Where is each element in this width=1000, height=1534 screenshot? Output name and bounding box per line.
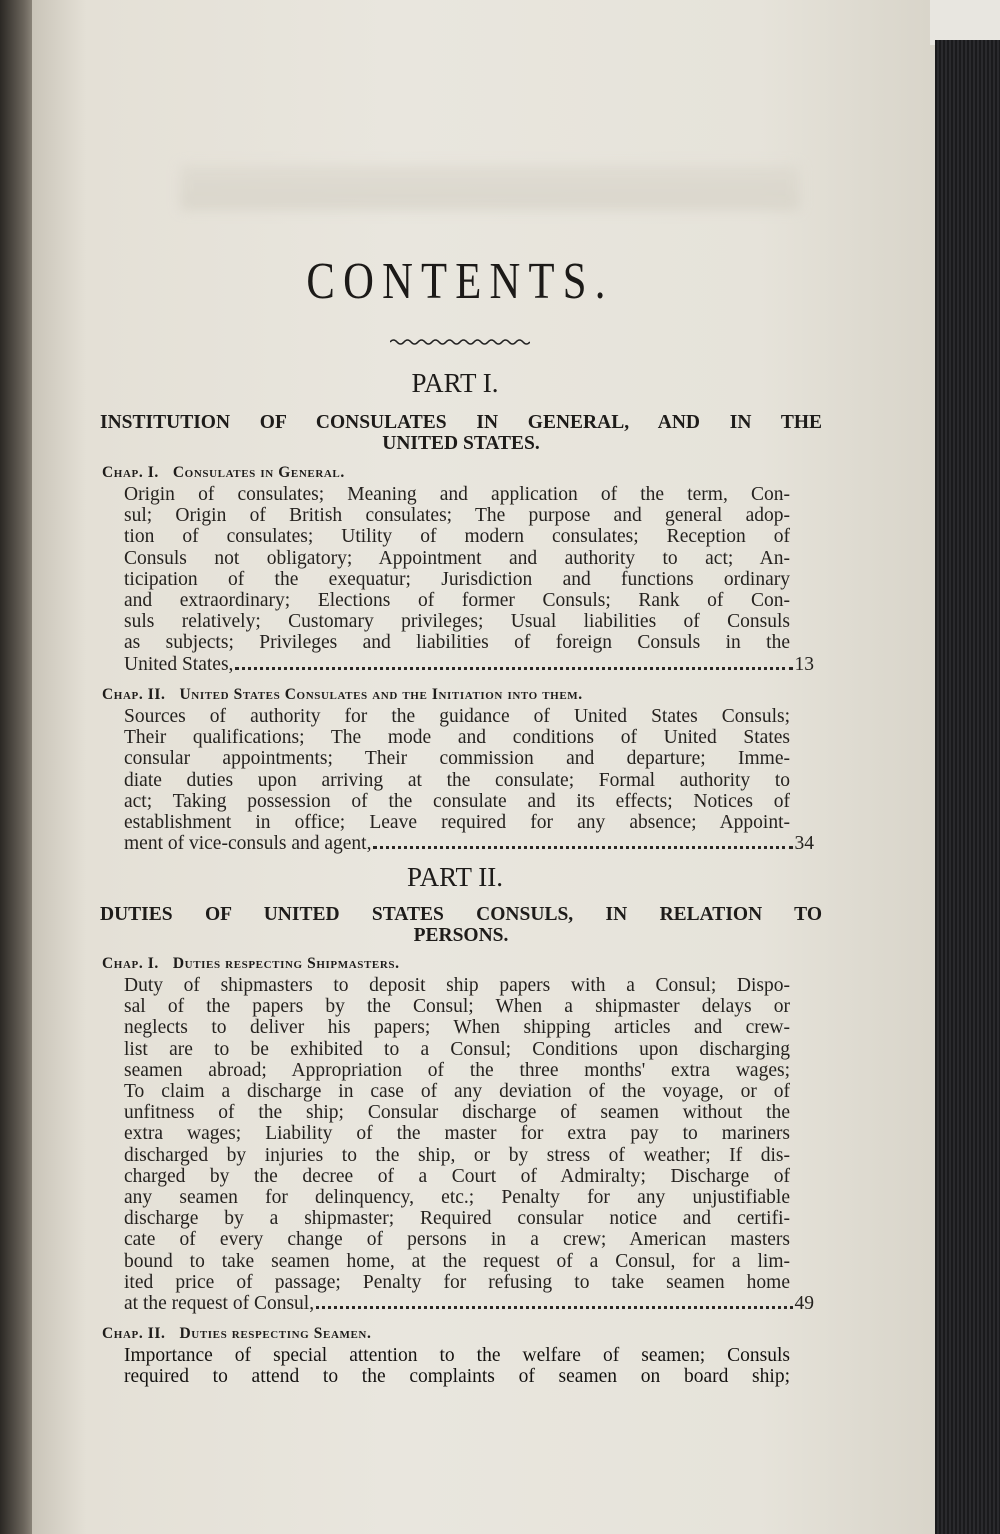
summary-line: extra wages; Liability of the master for extra pay to mariners xyxy=(124,1123,790,1145)
chapter-title: Consulates in General. xyxy=(172,464,345,481)
dot-leader xyxy=(316,1306,792,1309)
chapter-number: Chap. I. xyxy=(102,464,159,481)
bleed-through-shadow xyxy=(180,165,800,210)
summary-line: Origin of consulates; Meaning and application of the term, Con- xyxy=(124,484,790,505)
part-heading xyxy=(100,904,822,946)
summary-line: act; Taking possession of the consulate and its effects; Notices of xyxy=(124,790,790,812)
summary-line: sal of the papers by the Consul; When a shipmaster delays or xyxy=(124,996,790,1018)
summary-line: ment of vice-consuls and agent, xyxy=(124,833,372,855)
summary-line: Consuls not obligatory; Appointment and authority to act; An- xyxy=(124,547,790,569)
summary-line: as subjects; Privileges and liabilities of foreign Consuls in the xyxy=(124,632,790,654)
summary-line: sul; Origin of British consulates; The purpose and general adop- xyxy=(124,505,790,527)
summary-line: ited price of passage; Penalty for refusing to take seamen home xyxy=(124,1271,790,1293)
chapter-summary xyxy=(124,1345,790,1387)
chapter-title: United States Consulates and the Initiation into them. xyxy=(179,686,583,703)
summary-line: diate duties upon arriving at the consulate; Formal authority to xyxy=(124,769,790,791)
chapter-summary xyxy=(124,484,814,675)
summary-line: seamen abroad; Appropriation of the three months' extra wages; xyxy=(124,1059,790,1081)
summary-line: list are to be exhibited to a Consul; Conditions upon discharging xyxy=(124,1038,790,1060)
summary-line: To claim a discharge in case of any deviation of the voyage, or of xyxy=(124,1081,790,1103)
book-cover-edge xyxy=(935,40,1000,1534)
summary-line: Sources of authority for the guidance of United States Consuls; xyxy=(124,706,790,727)
part-heading-line: PERSONS. xyxy=(413,925,509,946)
summary-line: required to attend to the complaints of seamen on board ship; xyxy=(124,1366,790,1388)
dot-leader xyxy=(235,667,792,670)
page-number: 34 xyxy=(794,833,814,855)
chapter-summary xyxy=(124,975,814,1315)
dot-leader xyxy=(373,846,792,849)
summary-line: Importance of special attention to the welfare of seamen; Consuls xyxy=(124,1345,790,1366)
part-heading-line: INSTITUTION OF CONSULATES IN GENERAL, AND IN THE xyxy=(100,412,822,433)
chapter-number: Chap. I. xyxy=(102,955,159,972)
part-label: PART I. xyxy=(411,368,499,398)
ornamental-rule xyxy=(390,336,530,348)
chapter-summary xyxy=(124,706,814,855)
summary-line: at the request of Consul, xyxy=(124,1293,315,1315)
chapter-heading xyxy=(102,1325,371,1343)
summary-line: ticipation of the exequatur; Jurisdiction and functions ordinary xyxy=(124,568,790,590)
page-number: 49 xyxy=(794,1293,814,1315)
summary-line: Duty of shipmasters to deposit ship papers with a Consul; Dispo- xyxy=(124,975,790,996)
summary-line: suls relatively; Customary privileges; Usual liabilities of Consuls xyxy=(124,611,790,633)
part-label: PART II. xyxy=(407,862,503,892)
chapter-heading xyxy=(102,464,345,482)
chapter-title: Duties respecting Shipmasters. xyxy=(172,955,400,972)
chapter-heading xyxy=(102,955,400,973)
summary-line: discharge by a shipmaster; Required consular notice and certifi- xyxy=(124,1208,790,1230)
summary-line: charged by the decree of a Court of Admiralty; Discharge of xyxy=(124,1165,790,1187)
background xyxy=(930,0,1000,45)
summary-line: consular appointments; Their commission and departure; Imme- xyxy=(124,748,790,770)
page-number: 13 xyxy=(794,653,814,675)
summary-line: tion of consulates; Utility of modern consulates; Reception of xyxy=(124,526,790,548)
part-heading-line: UNITED STATES. xyxy=(382,433,540,454)
chapter-number: Chap. II. xyxy=(102,686,166,703)
part-heading xyxy=(100,412,822,454)
summary-line: neglects to deliver his papers; When shipping articles and crew- xyxy=(124,1017,790,1039)
chapter-number: Chap. II. xyxy=(102,1325,166,1342)
summary-line: United States, xyxy=(124,653,234,675)
summary-line: and extraordinary; Elections of former Consuls; Rank of Con- xyxy=(124,590,790,612)
chapter-heading xyxy=(102,686,583,704)
part-heading-line: DUTIES OF UNITED STATES CONSULS, IN RELATION TO xyxy=(100,904,822,925)
summary-line: Their qualifications; The mode and conditions of United States xyxy=(124,727,790,749)
summary-line: unfitness of the ship; Consular discharge of seamen without the xyxy=(124,1102,790,1124)
summary-line: bound to take seamen home, at the request of a Consul, for a lim- xyxy=(124,1250,790,1272)
summary-line: cate of every change of persons in a crew; American masters xyxy=(124,1229,790,1251)
summary-line: discharged by injuries to the ship, or by stress of weather; If dis- xyxy=(124,1144,790,1166)
summary-last-line xyxy=(124,654,814,675)
summary-line: any seamen for delinquency, etc.; Penalty for any unjustifiable xyxy=(124,1187,790,1209)
page-title: CONTENTS. xyxy=(306,253,614,310)
summary-line: establishment in office; Leave required for any absence; Appoint- xyxy=(124,812,790,834)
summary-last-line xyxy=(124,1293,814,1314)
chapter-title: Duties respecting Seamen. xyxy=(179,1325,372,1342)
summary-last-line xyxy=(124,833,814,854)
